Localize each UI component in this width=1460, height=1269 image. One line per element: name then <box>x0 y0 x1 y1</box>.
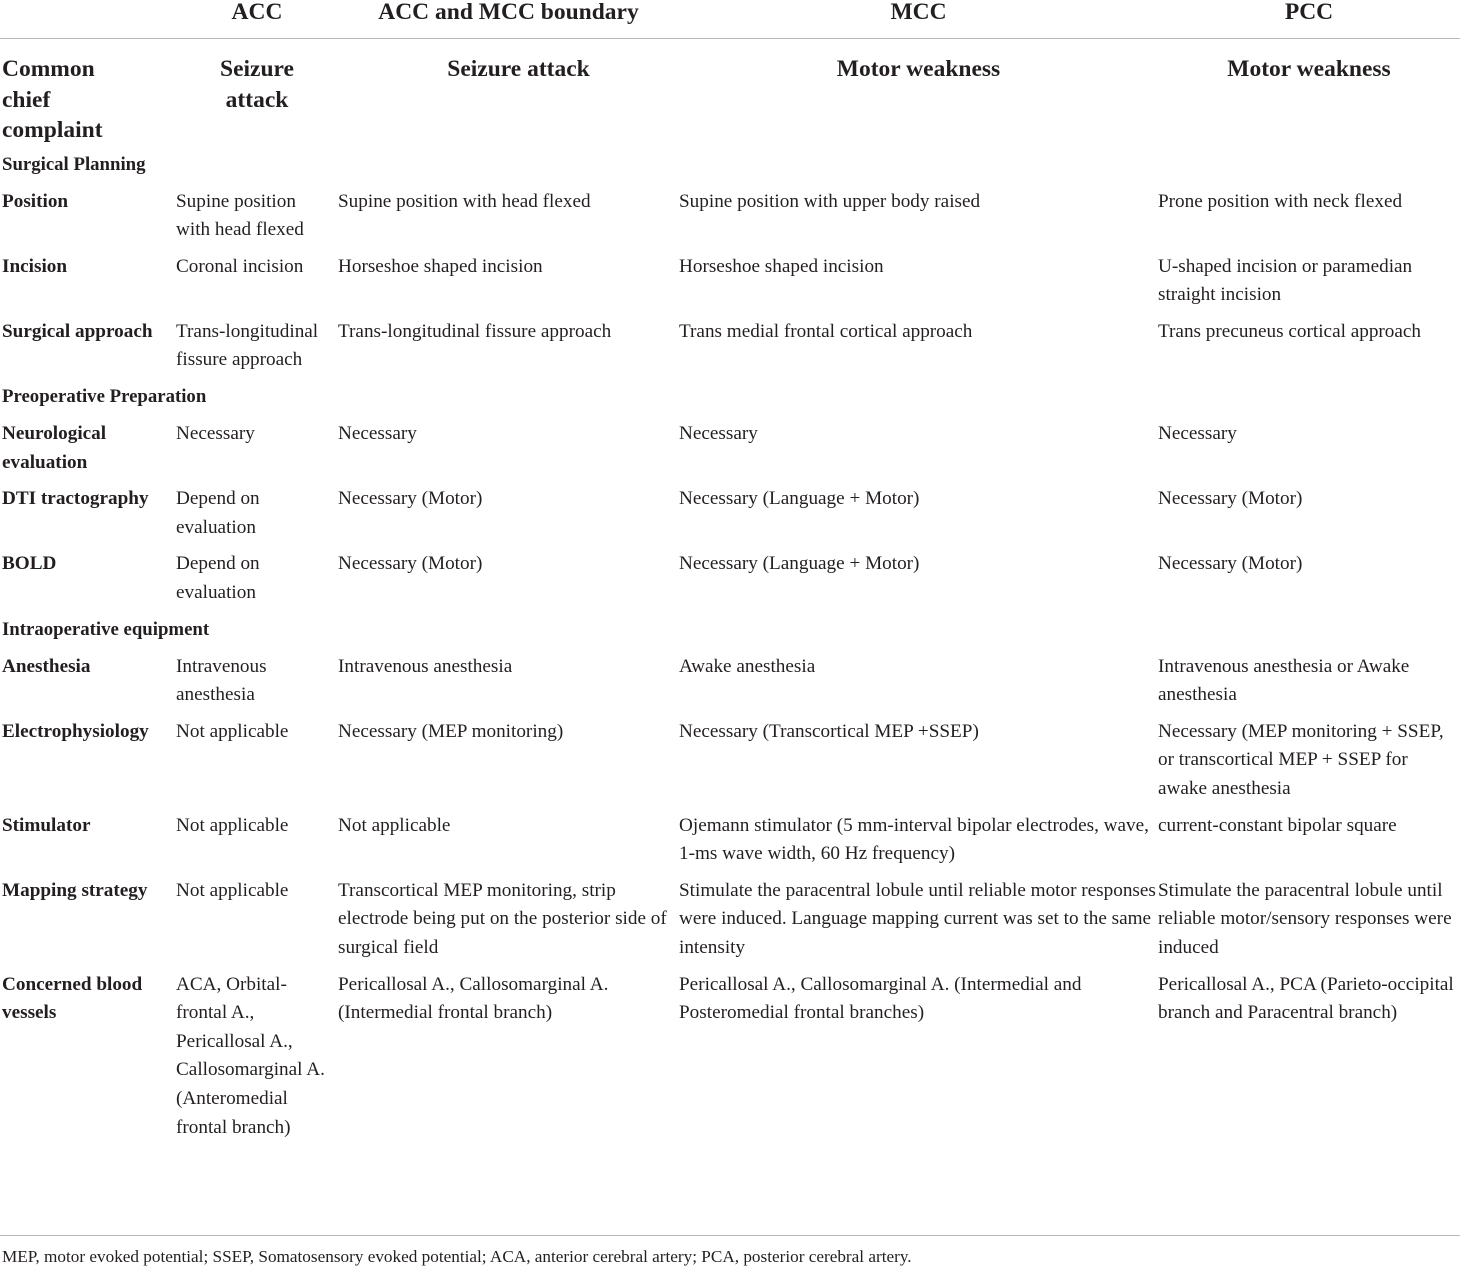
cell-mcc: Awake anesthesia <box>679 655 816 677</box>
cell-pcc: Trans precuneus cortical approach <box>1158 320 1422 342</box>
cell-boundary: Necessary (Motor) <box>338 553 483 575</box>
cell-pcc: current-constant bipolar square <box>1158 814 1397 836</box>
cell-boundary: Pericallosal A., Callosomarginal A. (Intermedial frontal branch) <box>338 973 609 1024</box>
cell-acc: Depend on evaluation <box>176 488 260 538</box>
cell-boundary: Necessary (Motor) <box>338 488 483 510</box>
cell-acc: Depend on evaluation <box>176 553 260 604</box>
chief-complaint-pcc: Motor weakness <box>1227 56 1391 82</box>
table-row <box>0 718 1460 812</box>
cell-pcc: Necessary (MEP monitoring + SSEP, or transcortical MEP + SSEP for awake anesthesia <box>1158 720 1444 799</box>
cell-mcc: Stimulate the paracentral lobule until reliable motor responses were induced. Language mapping current was set to the same intensity <box>679 879 1156 958</box>
section-row <box>0 616 1460 653</box>
cell-pcc: Pericallosal A., PCA (Parieto-occipital branch and Paracentral branch) <box>1158 973 1454 1024</box>
cell-boundary: Necessary (MEP monitoring) <box>338 720 564 742</box>
column-header-mcc: MCC <box>679 0 1158 39</box>
cell-acc: Coronal incision <box>176 255 304 277</box>
column-header-empty <box>0 0 176 39</box>
row-label: Surgical approach <box>2 320 153 342</box>
table-row <box>0 877 1460 971</box>
table-row <box>0 253 1460 318</box>
column-header-acc-mcc-boundary: ACC and MCC boundary <box>338 0 679 39</box>
column-header-acc: ACC <box>176 0 338 39</box>
chief-complaint-boundary: Seizure attack <box>447 56 590 82</box>
table-row <box>0 188 1460 253</box>
cell-boundary: Necessary <box>338 423 417 445</box>
row-label: DTI tractography <box>2 488 149 510</box>
table-sections <box>0 151 1460 1151</box>
cell-boundary: Supine position with head flexed <box>338 190 591 212</box>
cell-mcc: Necessary (Language + Motor) <box>679 488 920 510</box>
cell-boundary: Trans-longitudinal fissure approach <box>338 320 612 342</box>
section-title: Surgical Planning <box>2 153 146 175</box>
table-bottom-rule <box>0 1235 1460 1236</box>
cell-boundary: Intravenous anesthesia <box>338 655 513 677</box>
cell-acc: Necessary <box>176 423 255 445</box>
section-row <box>0 151 1460 188</box>
cell-acc: Trans-longitudinal fissure approach <box>176 320 319 371</box>
row-label: Mapping strategy <box>2 879 148 901</box>
table-row <box>0 653 1460 718</box>
chief-complaint-mcc: Motor weakness <box>836 56 1001 82</box>
table-row <box>0 420 1460 485</box>
row-label: Position <box>2 190 69 212</box>
section-row <box>0 383 1460 420</box>
row-label: Anesthesia <box>2 655 91 677</box>
row-label: BOLD <box>2 553 57 575</box>
chief-complaint-acc: Seizure attack <box>220 56 294 113</box>
table-footnote: MEP, motor evoked potential; SSEP, Somatosensory evoked potential; ACA, anterior cerebral artery; PCA, posterior cerebral artery. <box>2 1247 912 1266</box>
row-label: Electrophysiology <box>2 720 149 742</box>
section-title: Preoperative Preparation <box>2 386 207 408</box>
cell-mcc: Necessary (Language + Motor) <box>679 553 920 575</box>
table-row <box>0 971 1460 1151</box>
cell-mcc: Necessary <box>679 423 758 445</box>
cell-pcc: Necessary (Motor) <box>1158 553 1303 575</box>
cell-pcc: Prone position with neck flexed <box>1158 190 1403 212</box>
table-row <box>0 550 1460 615</box>
cell-boundary: Transcortical MEP monitoring, strip electrode being put on the posterior side of surgical field <box>338 879 667 958</box>
row-label: Concerned blood vessels <box>2 973 143 1024</box>
cell-pcc: Necessary <box>1158 423 1237 445</box>
cell-mcc: Ojemann stimulator (5 mm-interval bipolar electrodes, wave, 1-ms wave width, 60 Hz frequency) <box>679 814 1149 865</box>
cell-mcc: Trans medial frontal cortical approach <box>679 320 973 342</box>
section-title: Intraoperative equipment <box>2 618 210 640</box>
cell-boundary: Not applicable <box>338 814 451 836</box>
table-row <box>0 485 1460 550</box>
cell-pcc: Stimulate the paracentral lobule until reliable motor/sensory responses were induced <box>1158 879 1452 958</box>
cell-acc: Supine position with head flexed <box>176 190 304 241</box>
cell-mcc: Necessary (Transcortical MEP +SSEP) <box>679 720 979 742</box>
table-row <box>0 318 1460 383</box>
column-header-row <box>0 0 1460 39</box>
table-row <box>0 812 1460 877</box>
chief-complaint-label: Common chief complaint <box>2 56 103 143</box>
cell-acc: Intravenous anesthesia <box>176 655 267 706</box>
cell-pcc: Intravenous anesthesia or Awake anesthesia <box>1158 655 1410 706</box>
cell-pcc: U-shaped incision or paramedian straight incision <box>1158 255 1413 306</box>
cell-mcc: Supine position with upper body raised <box>679 190 981 212</box>
cell-acc: Not applicable <box>176 814 289 836</box>
cell-mcc: Pericallosal A., Callosomarginal A. (Intermedial and Posteromedial frontal branches) <box>679 973 1082 1024</box>
cell-pcc: Necessary (Motor) <box>1158 488 1303 510</box>
cell-acc: ACA, Orbital-frontal A., Pericallosal A., Callosomarginal A. (Anteromedial frontal branch) <box>176 973 325 1138</box>
cell-acc: Not applicable <box>176 720 289 742</box>
cell-mcc: Horseshoe shaped incision <box>679 255 884 277</box>
row-label: Neurological evaluation <box>2 423 107 473</box>
row-label: Incision <box>2 255 68 277</box>
cell-boundary: Horseshoe shaped incision <box>338 255 543 277</box>
cell-acc: Not applicable <box>176 879 289 901</box>
chief-complaint-row <box>0 39 1460 151</box>
row-label: Stimulator <box>2 814 91 836</box>
column-header-pcc: PCC <box>1158 0 1460 39</box>
